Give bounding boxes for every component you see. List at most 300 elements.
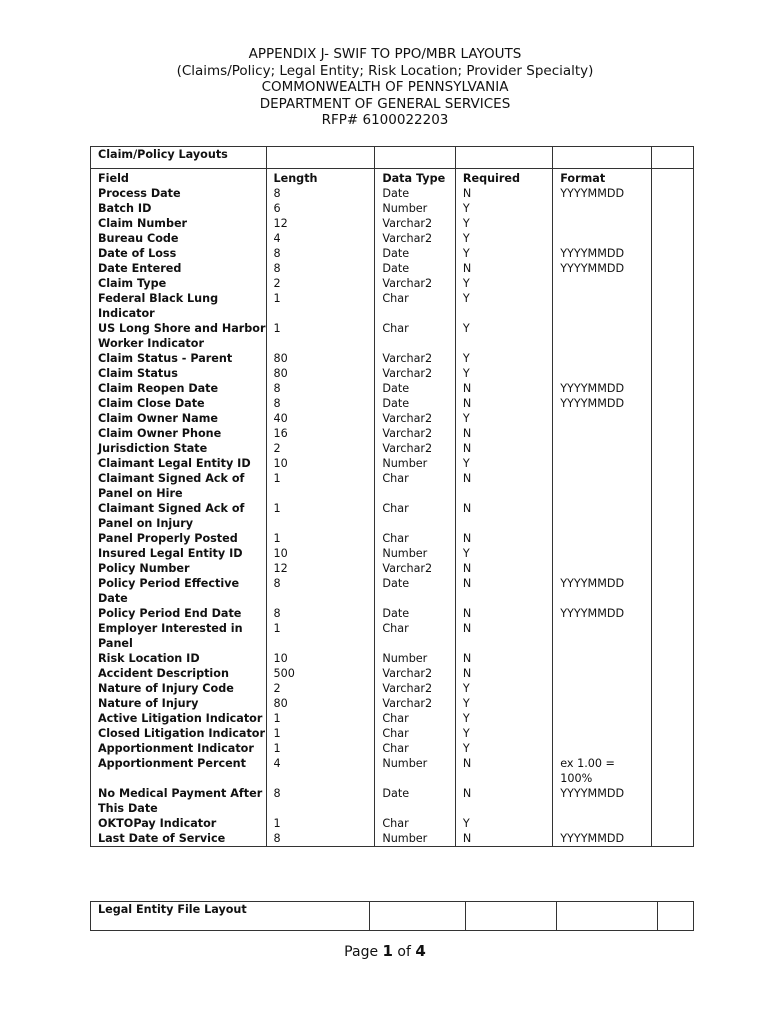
table-cell-req (463, 831, 552, 846)
field-text: Date (98, 592, 128, 605)
table-cell-format (560, 426, 650, 441)
table-cell-req (463, 261, 552, 276)
type-text: Char (382, 622, 409, 635)
table-cell-req (463, 816, 552, 831)
table-cell-format (560, 756, 650, 786)
table-cell-field (98, 726, 266, 741)
req-text: Y (462, 727, 470, 740)
table-cell-req (463, 696, 552, 711)
table-cell-type (382, 381, 455, 396)
column-header-field: Field (98, 172, 129, 185)
table-cell-field (98, 411, 266, 426)
format-text: YYYYMMDD (560, 397, 625, 410)
type-text: Date (382, 382, 410, 395)
table-cell-type (382, 741, 455, 756)
field-text: Policy Period Effective (98, 577, 240, 590)
table-cell-req (463, 546, 552, 561)
table-cell-field (98, 321, 266, 351)
table-cell-field (98, 681, 266, 696)
of-label: of (397, 944, 411, 960)
table-cell-field (98, 186, 266, 201)
req-text: N (462, 652, 472, 665)
table-cell-type (382, 786, 455, 816)
length-text: 8 (273, 607, 281, 620)
req-text: Y (462, 322, 470, 335)
field-text: Nature of Injury (98, 697, 199, 710)
req-text: Y (462, 247, 470, 260)
table-cell-type (382, 426, 455, 441)
table-cell-format (560, 726, 650, 741)
req-text: Y (462, 217, 470, 230)
table-cell-length (274, 441, 375, 456)
type-text: Varchar2 (382, 367, 433, 380)
field-text: Claim Number (98, 217, 188, 230)
table-cell-type (382, 396, 455, 411)
table-cell-format (560, 786, 650, 816)
table-cell-length (274, 561, 375, 576)
req-text: Y (462, 292, 470, 305)
type-text: Char (382, 322, 409, 335)
req-text: Y (462, 682, 470, 695)
req-text: N (462, 442, 472, 455)
table-cell-field (98, 366, 266, 381)
table-cell-type (382, 291, 455, 321)
table-cell-req (463, 471, 552, 501)
table-cell-format (560, 381, 650, 396)
table-cell-field (98, 666, 266, 681)
field-text: Risk Location ID (98, 652, 200, 665)
field-text: Claim Status - Parent (98, 352, 233, 365)
req-text: N (462, 622, 472, 635)
req-text: Y (462, 742, 470, 755)
table-cell-length (274, 291, 375, 321)
type-text: Date (382, 397, 410, 410)
total-pages: 4 (415, 942, 426, 960)
req-text: N (462, 187, 472, 200)
type-text: Number (382, 202, 428, 215)
field-column-body (98, 186, 266, 846)
format-column-body (560, 186, 650, 846)
table-cell-length (274, 681, 375, 696)
table-cell-req (463, 276, 552, 291)
table-cell-type (382, 261, 455, 276)
req-text: N (462, 577, 472, 590)
table-cell-type (382, 201, 455, 216)
type-text: Varchar2 (382, 442, 433, 455)
table-cell-length (274, 471, 375, 501)
field-text: Date of Loss (98, 247, 177, 260)
table-cell-field (98, 426, 266, 441)
table-cell-format (560, 216, 650, 231)
req-text: N (462, 667, 472, 680)
table-cell-format (560, 501, 650, 531)
table-cell-length (274, 366, 375, 381)
table-cell-type (382, 411, 455, 426)
table-cell-format (560, 261, 650, 276)
field-text: Claimant Legal Entity ID (98, 457, 251, 470)
table-cell-type (382, 441, 455, 456)
format-text: YYYYMMDD (560, 382, 625, 395)
table-cell-field (98, 756, 266, 786)
table-cell-req (463, 201, 552, 216)
table-cell-length (274, 816, 375, 831)
format-text: YYYYMMDD (560, 607, 625, 620)
type-column-body (382, 186, 455, 846)
table-cell-req (463, 456, 552, 471)
table-cell-field (98, 216, 266, 231)
length-text: 8 (273, 247, 281, 260)
table-cell-type (382, 246, 455, 261)
length-text: 8 (273, 577, 281, 590)
type-text: Char (382, 712, 409, 725)
table-cell-length (274, 576, 375, 606)
table-cell-field (98, 786, 266, 816)
format-text: YYYYMMDD (560, 787, 625, 800)
field-text: Policy Period End Date (98, 607, 242, 620)
table-cell-type (382, 831, 455, 846)
type-text: Number (382, 547, 428, 560)
length-text: 6 (273, 202, 281, 215)
length-text: 8 (273, 187, 281, 200)
table-cell-length (274, 276, 375, 291)
type-text: Date (382, 262, 410, 275)
table-cell-req (463, 411, 552, 426)
type-text: Date (382, 577, 410, 590)
length-text: 1 (273, 727, 281, 740)
req-text: N (462, 502, 472, 515)
length-text: 2 (273, 682, 281, 695)
table-cell-req (463, 786, 552, 816)
type-text: Varchar2 (382, 562, 433, 575)
table-cell-length (274, 501, 375, 531)
length-text: 8 (273, 382, 281, 395)
format-text: YYYYMMDD (560, 247, 625, 260)
length-text: 80 (273, 352, 288, 365)
length-text: 80 (273, 367, 288, 380)
table-cell-field (98, 621, 266, 651)
field-text: Process Date (98, 187, 181, 200)
length-text: 1 (273, 502, 281, 515)
type-text: Number (382, 832, 428, 845)
table-cell-format (560, 201, 650, 216)
table-cell-format (560, 621, 650, 651)
field-text: Claim Owner Phone (98, 427, 222, 440)
field-text: Claim Status (98, 367, 178, 380)
table-cell-req (463, 381, 552, 396)
field-text: Active Litigation Indicator (98, 712, 263, 725)
table-cell-length (274, 606, 375, 621)
field-text: Date Entered (98, 262, 182, 275)
req-text: N (462, 427, 472, 440)
table-cell-req (463, 606, 552, 621)
length-text: 8 (273, 397, 281, 410)
type-text: Varchar2 (382, 412, 433, 425)
field-text: Nature of Injury Code (98, 682, 234, 695)
length-text: 1 (273, 817, 281, 830)
type-text: Date (382, 187, 410, 200)
page-number: 1 (382, 942, 393, 960)
table-cell-req (463, 366, 552, 381)
table-cell-type (382, 471, 455, 501)
table-cell-format (560, 696, 650, 711)
table-cell-format (560, 246, 650, 261)
field-text: Claimant Signed Ack of (98, 472, 245, 485)
req-text: N (462, 262, 472, 275)
length-text: 10 (273, 652, 288, 665)
table-cell-field (98, 231, 266, 246)
table-cell-type (382, 351, 455, 366)
field-text: Insured Legal Entity ID (98, 547, 243, 560)
table-cell-field (98, 291, 266, 321)
table-cell-format (560, 651, 650, 666)
type-text: Number (382, 652, 428, 665)
req-text: Y (462, 712, 470, 725)
table-cell-type (382, 576, 455, 606)
table-cell-length (274, 216, 375, 231)
field-text: Panel on Hire (98, 487, 183, 500)
length-text: 8 (273, 787, 281, 800)
table-cell-length (274, 351, 375, 366)
table-cell-length (274, 546, 375, 561)
table-cell-length (274, 711, 375, 726)
required-column-body (463, 186, 552, 846)
table-cell-format (560, 531, 650, 546)
format-text: YYYYMMDD (560, 187, 625, 200)
table-cell-format (560, 351, 650, 366)
table-cell-length (274, 756, 375, 786)
field-text: Federal Black Lung (98, 292, 219, 305)
table-cell-format (560, 681, 650, 696)
header-line-subtitle: (Claims/Policy; Legal Entity; Risk Location; Provider Specialty) (176, 62, 594, 79)
page-label: Page (344, 944, 379, 960)
type-text: Char (382, 472, 409, 485)
table-cell-field (98, 351, 266, 366)
table-cell-format (560, 741, 650, 756)
table-cell-type (382, 276, 455, 291)
table-cell-length (274, 381, 375, 396)
table-cell-format (560, 396, 650, 411)
format-text: YYYYMMDD (560, 577, 625, 590)
table-title-row (91, 147, 694, 169)
table-cell-format (560, 276, 650, 291)
table-cell-field (98, 606, 266, 621)
table-cell-length (274, 621, 375, 651)
table-cell-length (274, 456, 375, 471)
req-text: Y (462, 352, 470, 365)
field-text: Worker Indicator (98, 337, 204, 350)
table-cell-req (463, 351, 552, 366)
table-cell-format (560, 666, 650, 681)
table-header-row (91, 169, 694, 847)
table-cell-field (98, 561, 266, 576)
req-text: Y (462, 202, 470, 215)
table-cell-field (98, 471, 266, 501)
req-text: N (462, 787, 472, 800)
req-text: Y (462, 277, 470, 290)
table-cell-field (98, 816, 266, 831)
table-cell-type (382, 231, 455, 246)
length-text: 2 (273, 442, 281, 455)
table-cell-field (98, 546, 266, 561)
length-text: 1 (273, 322, 281, 335)
req-text: N (462, 472, 472, 485)
table-cell-length (274, 201, 375, 216)
claim-policy-layout-table (90, 146, 694, 847)
table-cell-length (274, 231, 375, 246)
type-text: Varchar2 (382, 352, 433, 365)
length-text: 40 (273, 412, 288, 425)
table-cell-format (560, 471, 650, 501)
table-cell-type (382, 756, 455, 786)
table-cell-length (274, 696, 375, 711)
req-text: Y (462, 232, 470, 245)
table-cell-length (274, 321, 375, 351)
table-cell-length (274, 786, 375, 816)
type-text: Char (382, 742, 409, 755)
table-cell-type (382, 531, 455, 546)
table-cell-field (98, 531, 266, 546)
table-cell-req (463, 651, 552, 666)
table-cell-length (274, 246, 375, 261)
length-text: 1 (273, 292, 281, 305)
table-cell-field (98, 501, 266, 531)
type-text: Date (382, 247, 410, 260)
table-cell-type (382, 711, 455, 726)
table-cell-format (560, 231, 650, 246)
length-column-body (274, 186, 375, 846)
table-cell-field (98, 456, 266, 471)
table-cell-type (382, 651, 455, 666)
format-text: 100% (560, 772, 593, 785)
table-cell-field (98, 276, 266, 291)
req-text: N (462, 532, 472, 545)
table-cell-req (463, 726, 552, 741)
length-text: 16 (273, 427, 288, 440)
length-text: 500 (273, 667, 295, 680)
table-cell-req (463, 621, 552, 651)
table-cell-field (98, 396, 266, 411)
table-cell-type (382, 696, 455, 711)
field-text: Bureau Code (98, 232, 179, 245)
type-text: Char (382, 292, 409, 305)
table-cell-type (382, 726, 455, 741)
header-line-commonwealth: COMMONWEALTH OF PENNSYLVANIA (261, 79, 509, 96)
table-cell-req (463, 576, 552, 606)
type-text: Number (382, 757, 428, 770)
table-cell-field (98, 741, 266, 756)
req-text: N (462, 832, 472, 845)
table-cell-req (463, 396, 552, 411)
table-cell-req (463, 216, 552, 231)
header-line-appendix: APPENDIX J- SWIF TO PPO/MBR LAYOUTS (248, 46, 522, 62)
table-cell-req (463, 681, 552, 696)
table-cell-req (463, 441, 552, 456)
table-cell-format (560, 816, 650, 831)
table-cell-type (382, 321, 455, 351)
format-text: ex 1.00 = (560, 757, 615, 770)
claim-policy-section-title: Claim/Policy Layouts (91, 147, 267, 169)
table-cell-length (274, 741, 375, 756)
table-cell-req (463, 666, 552, 681)
table-cell-req (463, 531, 552, 546)
table-cell-field (98, 201, 266, 216)
field-text: Apportionment Percent (98, 757, 246, 770)
table-cell-field (98, 696, 266, 711)
table-cell-req (463, 321, 552, 351)
length-text: 1 (273, 622, 281, 635)
length-text: 1 (273, 742, 281, 755)
field-text: Closed Litigation Indicator (98, 727, 266, 740)
column-header-length: Length (273, 172, 318, 185)
type-text: Char (382, 502, 409, 515)
table-cell-field (98, 711, 266, 726)
table-cell-format (560, 366, 650, 381)
table-cell-field (98, 261, 266, 276)
req-text: Y (462, 697, 470, 710)
format-text: YYYYMMDD (560, 262, 625, 275)
table-cell-req (463, 246, 552, 261)
field-text: Claimant Signed Ack of (98, 502, 245, 515)
table-cell-req (463, 291, 552, 321)
table-cell-req (463, 501, 552, 531)
req-text: N (462, 562, 472, 575)
table-cell-format (560, 546, 650, 561)
table-cell-req (463, 426, 552, 441)
table-cell-field (98, 441, 266, 456)
table-cell-format (560, 561, 650, 576)
table-cell-type (382, 606, 455, 621)
table-cell-format (560, 606, 650, 621)
length-text: 12 (273, 562, 288, 575)
table-cell-field (98, 831, 266, 846)
type-text: Char (382, 817, 409, 830)
field-text: Indicator (98, 307, 155, 320)
table-cell-type (382, 561, 455, 576)
length-text: 1 (273, 712, 281, 725)
req-text: Y (462, 412, 470, 425)
table-cell-type (382, 216, 455, 231)
req-text: Y (462, 547, 470, 560)
req-text: N (462, 757, 472, 770)
table-cell-field (98, 651, 266, 666)
table-cell-format (560, 411, 650, 426)
table-cell-type (382, 681, 455, 696)
legal-entity-section-title: Legal Entity File Layout (91, 902, 370, 931)
table-cell-length (274, 651, 375, 666)
field-text: Claim Reopen Date (98, 382, 219, 395)
table-cell-type (382, 456, 455, 471)
document-header (0, 46, 770, 129)
field-text: Accident Description (98, 667, 229, 680)
type-text: Char (382, 727, 409, 740)
type-text: Varchar2 (382, 232, 433, 245)
legal-entity-title-row (91, 902, 694, 931)
field-text: Panel Properly Posted (98, 532, 238, 545)
table-cell-length (274, 531, 375, 546)
length-text: 4 (273, 757, 281, 770)
table-cell-type (382, 501, 455, 531)
table-cell-type (382, 546, 455, 561)
table-cell-format (560, 291, 650, 321)
type-text: Varchar2 (382, 697, 433, 710)
table-cell-length (274, 726, 375, 741)
legal-entity-layout-table (90, 901, 694, 931)
type-text: Char (382, 532, 409, 545)
field-text: US Long Shore and Harbor (98, 322, 266, 335)
table-cell-length (274, 411, 375, 426)
table-cell-req (463, 231, 552, 246)
table-cell-type (382, 621, 455, 651)
